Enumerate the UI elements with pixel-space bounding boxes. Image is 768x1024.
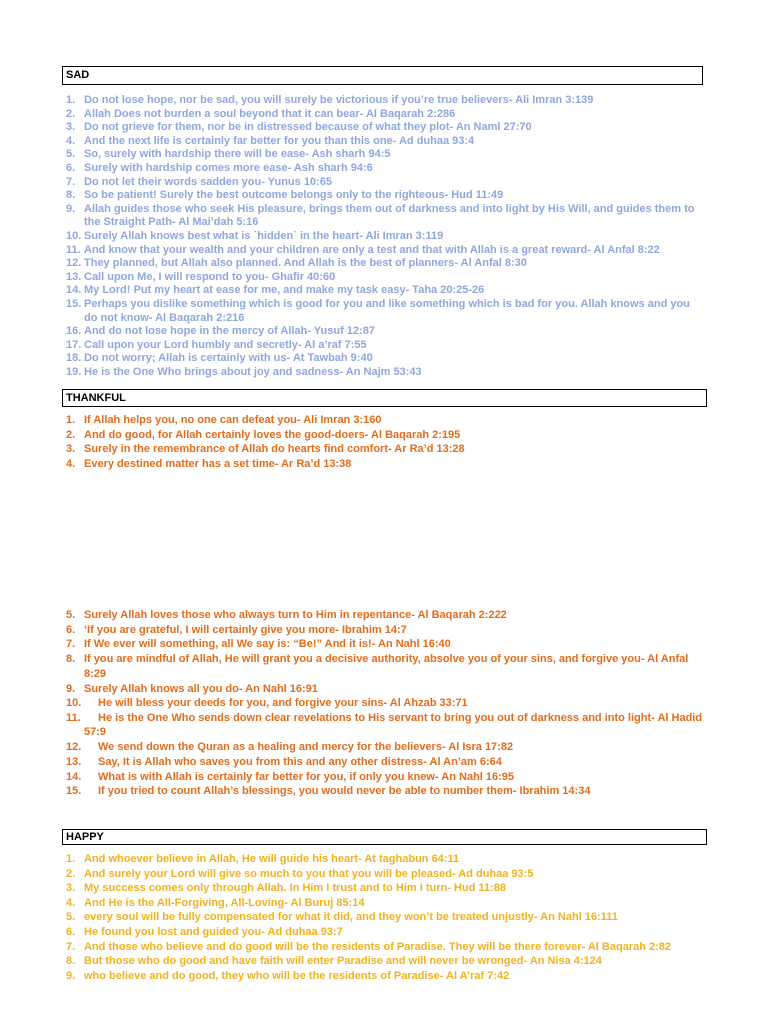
list-item [66,413,706,428]
verse-text: Surely Allah knows best what is `hidden` in the heart- Ali Imran 3:119 [84,229,444,242]
item-number: 9. [66,969,76,982]
thankful-verse-list-part2 [66,608,706,696]
verse-text: Surely with hardship comes more ease- Ash sharh 94:6 [84,161,373,174]
thankful-verse-list-part3 [66,696,706,799]
item-number: 5. [66,148,76,161]
item-number: 3. [66,443,76,456]
item-number: 6. [66,161,76,174]
list-item [66,954,706,969]
list-item [66,696,706,711]
list-item [66,940,706,955]
verse-text: So, surely with hardship there will be ease- Ash sharh 94:5 [84,148,391,161]
item-number: 4. [66,458,76,471]
verse-text: He found you lost and guided you- Ad duhaa 93:7 [84,925,343,938]
list-item [66,652,706,681]
list-item [66,108,706,122]
item-number: 13. [66,755,82,768]
verse-text: He is the One Who sends down clear revelations to His servant to bring you out of darkness and into light- Al Hadid 57:9 [84,711,703,739]
verse-text: If you are mindful of Allah, He will grant you a decisive authority, absolve you of your sins, and forgive you- Al Anfal 8:29 [84,653,689,680]
verse-text: If Allah helps you, no one can defeat you- Ali Imran 3:160 [84,414,382,426]
list-item [66,135,706,149]
verse-text: who believe and do good, they who will be the residents of Paradise- Al A’raf 7:42 [84,969,510,982]
verse-text: My success comes only through Allah. In Him I trust and to Him I turn- Hud 11:88 [84,882,506,895]
list-item [66,339,706,353]
list-item [66,457,706,472]
item-number: 18. [66,352,82,365]
verse-text: Call upon Me, I will respond to you- Ghafir 40:60 [84,270,336,283]
item-number: 6. [66,925,76,938]
item-number: 14. [66,284,82,297]
list-item [66,682,706,697]
item-number: 12. [66,257,82,270]
item-number: 5. [66,609,76,621]
list-item [66,969,706,984]
list-item [66,352,706,366]
list-item [66,230,706,244]
item-number: 17. [66,338,82,351]
verse-text: Call upon your Lord humbly and secretly- Al a’raf 7:55 [84,338,367,351]
list-item [66,784,706,799]
verse-text: Every destined matter has a set time- Ar Ra’d 13:38 [84,458,352,471]
item-number: 16. [66,325,82,338]
item-number: 2. [66,428,76,441]
verse-text: My Lord! Put my heart at ease for me, and make my task easy- Taha 20:25-26 [84,284,485,297]
list-item [66,325,706,339]
list-item [66,881,706,896]
item-number: 9. [66,202,76,215]
list-item [66,244,706,258]
list-item [66,189,706,203]
list-item [66,176,706,190]
list-item [66,740,706,755]
verse-text: Surely Allah loves those who always turn to Him in repentance- Al Baqarah 2:222 [84,609,507,621]
verse-text: Say, It is Allah who saves you from this and any other distress- Al An’am 6:64 [98,755,502,768]
list-item [66,442,706,457]
item-number: 13. [66,270,82,283]
list-item [66,608,706,623]
verse-text: He is the One Who brings about joy and sadness- An Najm 53:43 [84,365,422,378]
list-item [66,428,706,443]
list-item [66,284,706,298]
verse-text: We send down the Quran as a healing and mercy for the believers- Al Isra 17:82 [98,741,514,754]
list-item [66,121,706,135]
verse-text: Do not worry; Allah is certainly with us- At Tawbah 9:40 [84,352,373,365]
verse-text: Allah guides those who seek His pleasure, brings them out of darkness and into light by His Will, and guides them to the Straight Path- Al Mai’dah 5:16 [84,202,695,229]
verse-text: And those who believe and do good will be the residents of Paradise. They will be there forever- Al Baqarah 2:82 [84,940,672,953]
verse-text: Surely in the remembrance of Allah do hearts find comfort- Ar Ra’d 13:28 [84,443,465,456]
item-number: 7. [66,175,76,188]
verse-text: And do good, for Allah certainly loves the good-doers- Al Baqarah 2:195 [84,428,461,441]
verse-text: ‘If you are grateful, I will certainly give you more- Ibrahim 14:7 [84,623,407,636]
heading-label: HAPPY [66,831,104,843]
item-number: 1. [66,414,76,426]
list-item [66,366,706,380]
item-number: 4. [66,896,76,909]
verse-text: And know that your wealth and your children are only a test and that with Allah is a great reward- Al Anfal 8:22 [84,243,660,256]
item-number: 9. [66,682,76,695]
verse-text: If you tried to count Allah’s blessings, you would never be able to number them- Ibrahim 14:34 [98,785,591,798]
list-item [66,298,706,325]
verse-text: Allah Does not burden a soul beyond that it can bear- Al Baqarah 2:286 [84,107,456,120]
verse-text: And do not lose hope in the mercy of Allah- Yusuf 12:87 [84,325,375,338]
item-number: 5. [66,911,76,924]
item-number: 8. [66,653,76,666]
verse-text: Do not let their words sadden you- Yunus 10:65 [84,175,332,188]
item-number: 7. [66,940,76,953]
list-item [66,711,706,740]
item-number: 11. [66,711,81,724]
section-heading-happy [62,829,707,845]
list-item [66,203,706,230]
verse-text: And surely your Lord will give so much to you that you will be pleased- Ad duhaa 93:5 [84,867,534,880]
item-number: 15. [66,785,82,798]
verse-text: Perhaps you dislike something which is good for you and like something which is bad for you. Allah knows and you do not know- Al Baqarah 2:216 [84,297,690,324]
list-item [66,770,706,785]
verse-text: And He is the All-Forgiving, All-Loving- Al Buruj 85:14 [84,896,365,909]
list-item [66,271,706,285]
item-number: 3. [66,121,76,134]
list-item [66,162,706,176]
verse-text: And whoever believe in Allah, He will guide his heart- At taghabun 64:11 [84,853,460,865]
verse-text: Surely Allah knows all you do- An Nahl 16:91 [84,682,318,695]
list-item [66,910,706,925]
verse-text: They planned, but Allah also planned. And Allah is the best of planners- Al Anfal 8:30 [84,257,527,270]
item-number: 10. [66,229,82,242]
heading-label: THANKFUL [66,392,126,404]
list-item [66,867,706,882]
verse-text: He will bless your deeds for you, and forgive your sins- Al Ahzab 33:71 [98,697,468,709]
heading-label: SAD [66,69,90,81]
list-item [66,896,706,911]
verse-text: And the next life is certainly far better for you than this one- Ad duhaa 93:4 [84,134,475,147]
item-number: 1. [66,94,76,106]
list-item [66,755,706,770]
item-number: 14. [66,770,82,783]
item-number: 15. [66,297,82,310]
item-number: 8. [66,189,76,202]
list-item [66,94,706,108]
item-number: 7. [66,638,76,651]
list-item [66,925,706,940]
item-number: 19. [66,365,82,378]
list-item [66,852,706,867]
item-number: 2. [66,107,76,120]
item-number: 6. [66,623,76,636]
verse-text: every soul will be fully compensated for what it did, and they won’t be treated unjustly- An Nahl 16:111 [84,911,618,924]
verse-text: What is with Allah is certainly far better for you, if only you knew- An Nahl 16:95 [98,770,515,783]
item-number: 2. [66,867,76,880]
verse-text: So be patient! Surely the best outcome belongs only to the righteous- Hud 11:49 [84,189,504,202]
item-number: 1. [66,853,76,865]
list-item [66,148,706,162]
verse-text: Do not lose hope, nor be sad, you will surely be victorious if you’re true believers- Ali Imran 3:139 [84,94,594,106]
verse-text: Do not grieve for them, nor be in distressed because of what they plot- An Naml 27:70 [84,121,532,134]
list-item [66,637,706,652]
happy-verse-list [66,852,706,983]
item-number: 3. [66,882,76,895]
section-heading-sad [62,66,703,85]
list-item [66,623,706,638]
item-number: 12. [66,741,82,754]
thankful-verse-list-part1 [66,413,706,472]
verse-text: If We ever will something, all We say is: “Be!” And it is!- An Nahl 16:40 [84,638,451,651]
sad-verse-list [66,94,706,379]
item-number: 4. [66,134,76,147]
item-number: 11. [66,243,81,256]
verse-text: But those who do good and have faith will enter Paradise and will never be wronged- An Nisa 4:124 [84,955,602,968]
list-item [66,257,706,271]
item-number: 10. [66,697,82,709]
item-number: 8. [66,955,76,968]
section-heading-thankful [62,389,707,407]
